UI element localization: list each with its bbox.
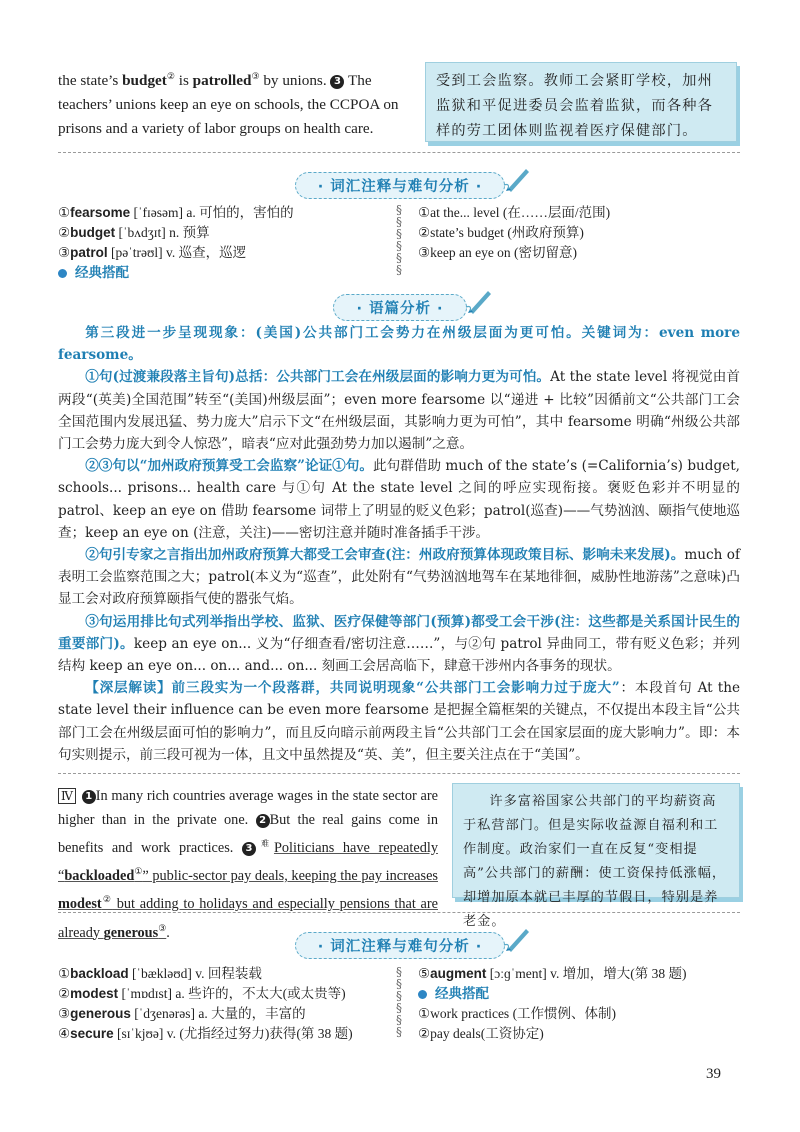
translation-text: 许多富裕国家公共部门的平均薪资高于私营部门。但是实际收益源自福利和工作制度。政治家们一直在反复“变相提高”公共部门的薪酬：使工资保持低涨幅，却增加原本就已丰厚的节假日，特别是养老金。 xyxy=(463,794,727,929)
wavy-divider: § § § § § § xyxy=(396,965,402,1039)
difficult-marker: 难 xyxy=(255,839,274,848)
vocab-item: ④secure [sɪˈkjʊə] v. (尤指经过努力)获得(第 38 题) xyxy=(58,1026,353,1041)
analysis-intro: 第三段进一步呈现现象：(美国)公共部门工会势力在州级层面为更可怕。关键词为：even more fearsome。 xyxy=(58,325,740,364)
passage-continuation xyxy=(58,64,410,141)
analysis-paragraph: ③句运用排比句式列举指出学校、监狱、医疗保健等部门(预算)都受工会干涉(注：这些都是关系国计民生的重要部门)。keep an eye on... 义为“仔细查看/密切注意……”，与②句 patrol 异曲同工，带有贬义色彩；并列结构 keep an eye on... on... and... on... 刻画工会居高临下，肆意干涉州内各事务的现状。 xyxy=(58,613,740,675)
translation-box xyxy=(452,783,740,929)
page-number: 39 xyxy=(706,1066,721,1082)
vocab-list-left xyxy=(58,203,388,283)
vocab-item: ③generous [ˈdʒenərəs] a. 大量的，丰富的 xyxy=(58,1006,306,1021)
passage-text: The teachers’ unions keep an eye on schools, the CCPOA on prisons and a variety of labor groups on health care. xyxy=(58,72,399,138)
vocab-list-left xyxy=(58,964,398,1044)
paragraph-number: Ⅳ xyxy=(58,788,76,804)
difficult-sentence: Politicians have repeatedly “backloaded①” public-sector pay deals, keeping the pay increases modest② but adding to holidays and especially pensions that are already generous③ xyxy=(58,839,438,941)
sentence-marker: 1 xyxy=(82,790,96,804)
section-title-text: · 语篇分析 · xyxy=(356,301,444,317)
pen-icon xyxy=(502,163,532,193)
passage-text: by unions. xyxy=(259,72,331,90)
collocation-item: ③keep an eye on (密切留意) xyxy=(418,245,578,260)
vocab-item: ①backload [ˈbækləʊd] v. 回程装载 xyxy=(58,966,262,981)
sentence-marker: 2 xyxy=(256,814,270,828)
section-title-text: · 词汇注释与难句分析 · xyxy=(317,179,483,195)
vocab-item: ②budget [ˈbʌdʒɪt] n. 预算 xyxy=(58,225,210,240)
passage-paragraph-4: Ⅳ 1 In many rich countries average wages in the state sector are higher than in the private one. 2 But the real gains come in benefits and work practices. 3 $^难$Politicians have repeatedly “backloaded①” public-sector pay deals, keeping the pay increases modest② but adding to holidays and especially pensions that are already generous③. xyxy=(58,788,439,941)
collocation-heading: 经典搭配 xyxy=(418,984,738,1004)
analysis-paragraph: ①句(过渡兼段落主旨句)总括：公共部门工会在州级层面的影响力更为可怕。At the state level 将视觉由首两段“(英美)全国范围”转至“(美国)州级层面”；even more fearsome 以“递进 + 比较”因循前文“公共部门工会全国范围内发展迅猛、势力庞大”启示下文“在州级层面，其影响力更为可怕”，其中 fearsome 明确“州级公共部门工会势力庞大到令人惊恐”，暗表“应对此强劲势力加以遏制”之意。 xyxy=(58,369,740,453)
collocation-item: ②pay deals(工资协定) xyxy=(418,1026,544,1041)
collocation-heading: 经典搭配 xyxy=(58,263,388,283)
divider xyxy=(58,773,740,774)
analysis-paragraph: ②③句以“加州政府预算受工会监察”论证①句。此句群借助 much of the state’s (=California’s) budget, schools... prisons... health care 与①句 At the state level 之间的呼应实现衔接。褒贬色彩并不明显的 patrol、keep an eye on 借助 fearsome 词带上了明显的贬义色彩；patrol(巡查)——气势汹汹、颐指气使地巡查；keep an eye on (注意，关注)——密切注意并随时准备插手干涉。 xyxy=(58,458,741,541)
vocab-item: ②modest [ˈmɒdɪst] a. 些许的，不太大(或太贵等) xyxy=(58,986,346,1001)
translation-box xyxy=(425,62,737,142)
sentence-marker: 3 xyxy=(330,75,344,89)
bullet-icon xyxy=(58,269,67,278)
collocation-item: ②state’s budget (州政府预算) xyxy=(418,225,584,240)
vocab-item: ⑤augment [ɔːɡˈment] v. 增加，增大(第 38 题) xyxy=(418,966,687,981)
analysis-paragraph: 【深层解读】前三段实为一个段落群，共同说明现象“公共部门工会影响力过于庞大”：本段首句 At the state level their influence can be even more fearsome 是把握全篇框架的关键点，不仅提出本段主旨“公共部门工会在州级层面可怕的影响力”，而且反向暗示前两段主旨“公共部门工会在国家层面的庞大影响力”。即：本句实则提示，前三段可视为一体，且文中虽然提及“英、美”，但主要关注点在于“美国”。 xyxy=(58,680,740,763)
divider xyxy=(58,152,740,153)
collocation-list xyxy=(418,203,738,263)
section-title-vocab xyxy=(0,172,800,199)
vocab-list-right xyxy=(418,964,738,1044)
analysis-body xyxy=(58,322,740,766)
footnote-marker: ③ xyxy=(251,71,260,81)
bullet-icon xyxy=(418,990,427,999)
divider xyxy=(58,912,740,913)
translation-text: 受到工会监察。教师工会紧盯学校，加州监狱和平促进委员会监着监狱，而各种各样的劳工团体则监视着医疗保健部门。 xyxy=(436,73,713,139)
passage-text: the state’s xyxy=(58,72,123,90)
collocation-item: ①work practices (工作惯例、体制) xyxy=(418,1006,617,1021)
wavy-divider: § § § § § § xyxy=(396,203,402,277)
collocation-item: ①at the... level (在……层面/范围) xyxy=(418,205,611,220)
section-title-vocab xyxy=(0,932,800,959)
footnote-marker: ② xyxy=(166,71,175,81)
section-title-text: · 词汇注释与难句分析 · xyxy=(317,939,483,955)
vocab-item: ③patrol [pəˈtrəʊl] v. 巡查，巡逻 xyxy=(58,245,247,260)
pen-icon xyxy=(502,923,532,953)
vocab-word-budget: budget xyxy=(122,72,167,90)
passage-text: is xyxy=(174,72,193,90)
pen-icon xyxy=(464,285,494,315)
analysis-paragraph: ②句引专家之言指出加州政府预算大都受工会审查(注：州政府预算体现政策目标、影响未来发展)。much of 表明工会监察范围之大；patrol(本义为“巡查”，此处附有“气势汹汹地驾车在某地徘徊，威胁性地游荡”之意味)凸显工会对政府预算颐指气使的嚣张气焰。 xyxy=(58,547,740,608)
vocab-word-patrolled: patrolled xyxy=(192,72,252,90)
vocab-item: ①fearsome [ˈfɪəsəm] a. 可怕的，害怕的 xyxy=(58,205,294,220)
section-title-analysis xyxy=(0,294,800,321)
sentence-marker: 3 xyxy=(242,842,256,856)
